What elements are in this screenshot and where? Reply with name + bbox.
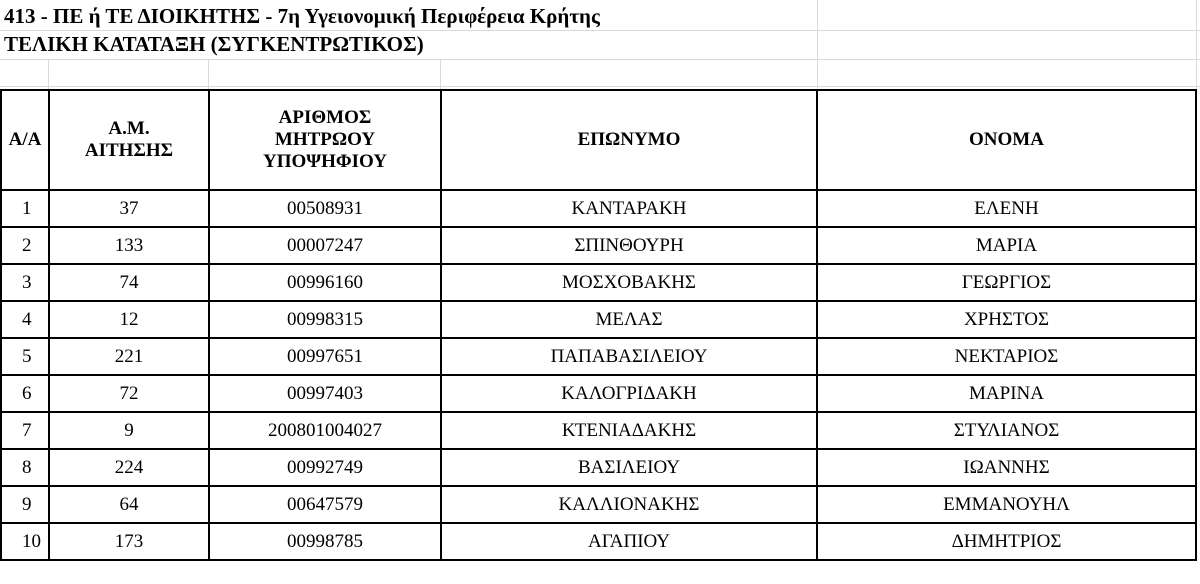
cell-am-aitisis: 72 [49, 375, 209, 412]
table-row [1, 412, 1196, 449]
table-row [1, 523, 1196, 560]
column-header-line: ΑΡΙΘΜΟΣ [278, 107, 372, 128]
sheet-gridline [817, 0, 818, 89]
cell-aa: 10 [1, 523, 49, 560]
cell-onoma: ΕΜΜΑΝΟΥΗΛ [817, 486, 1196, 523]
table-header-row [1, 90, 1196, 190]
table-row [1, 375, 1196, 412]
cell-am-aitisis: 173 [49, 523, 209, 560]
cell-am-aitisis: 133 [49, 227, 209, 264]
cell-arithmos-mitroou: 00996160 [209, 264, 441, 301]
cell-arithmos-mitroou: 00998315 [209, 301, 441, 338]
cell-aa: 2 [1, 227, 49, 264]
cell-am-aitisis: 9 [49, 412, 209, 449]
cell-arithmos-mitroou: 200801004027 [209, 412, 441, 449]
table-row [1, 338, 1196, 375]
cell-am-aitisis: 74 [49, 264, 209, 301]
cell-arithmos-mitroou: 00997403 [209, 375, 441, 412]
cell-onoma: ΝΕΚΤΑΡΙΟΣ [817, 338, 1196, 375]
table-row [1, 486, 1196, 523]
cell-arithmos-mitroou: 00647579 [209, 486, 441, 523]
table-row [1, 264, 1196, 301]
cell-onoma: ΙΩΑΝΝΗΣ [817, 449, 1196, 486]
column-header-am-aitisis [49, 90, 209, 190]
sheet-gridline [0, 86, 1200, 87]
cell-aa: 9 [1, 486, 49, 523]
table-row [1, 190, 1196, 227]
cell-aa: 5 [1, 338, 49, 375]
page-subtitle: ΤΕΛΙΚΗ ΚΑΤΑΤΑΞΗ (ΣΥΓΚΕΝΤΡΩΤΙΚΟΣ) [4, 32, 424, 56]
column-header-aa: Α/Α [1, 90, 49, 190]
sheet-gridline [440, 59, 441, 89]
cell-onoma: ΕΛΕΝΗ [817, 190, 1196, 227]
cell-am-aitisis: 221 [49, 338, 209, 375]
cell-arithmos-mitroou: 00007247 [209, 227, 441, 264]
cell-am-aitisis: 224 [49, 449, 209, 486]
table-row [1, 449, 1196, 486]
table-row [1, 301, 1196, 338]
cell-aa: 3 [1, 264, 49, 301]
table-row [1, 227, 1196, 264]
cell-aa: 6 [1, 375, 49, 412]
cell-eponymo: ΒΑΣΙΛΕΙΟΥ [441, 449, 817, 486]
cell-onoma: ΣΤΥΛΙΑΝΟΣ [817, 412, 1196, 449]
cell-eponymo: ΚΤΕΝΙΑΔΑΚΗΣ [441, 412, 817, 449]
cell-eponymo: ΜΟΣΧΟΒΑΚΗΣ [441, 264, 817, 301]
cell-aa: 4 [1, 301, 49, 338]
ranking-table [0, 89, 1197, 561]
cell-onoma: ΔΗΜΗΤΡΙΟΣ [817, 523, 1196, 560]
cell-onoma: ΜΑΡΙΝΑ [817, 375, 1196, 412]
column-header-line: ΜΗΤΡΩΟΥ [274, 129, 376, 150]
cell-aa: 1 [1, 190, 49, 227]
cell-am-aitisis: 37 [49, 190, 209, 227]
column-header-eponymo: ΕΠΩΝΥΜΟ [441, 90, 817, 190]
cell-eponymo: ΑΓΑΠΙΟΥ [441, 523, 817, 560]
column-header-arithmos-mitroou [209, 90, 441, 190]
cell-aa: 8 [1, 449, 49, 486]
cell-arithmos-mitroou: 00508931 [209, 190, 441, 227]
column-header-line: ΥΠΟΨΗΦΙΟΥ [262, 151, 388, 172]
cell-onoma: ΜΑΡΙΑ [817, 227, 1196, 264]
cell-eponymo: ΜΕΛΑΣ [441, 301, 817, 338]
cell-eponymo: ΚΑΛΛΙΟΝΑΚΗΣ [441, 486, 817, 523]
cell-aa: 7 [1, 412, 49, 449]
page-title: 413 - ΠΕ ή ΤΕ ΔΙΟΙΚΗΤΗΣ - 7η Υγειονομική Περιφέρεια Κρήτης [4, 4, 600, 28]
sheet-gridline [1196, 0, 1197, 89]
cell-eponymo: ΚΑΛΟΓΡΙΔΑΚΗ [441, 375, 817, 412]
cell-am-aitisis: 12 [49, 301, 209, 338]
cell-onoma: ΧΡΗΣΤΟΣ [817, 301, 1196, 338]
cell-eponymo: ΚΑΝΤΑΡΑΚΗ [441, 190, 817, 227]
cell-arithmos-mitroou: 00997651 [209, 338, 441, 375]
cell-am-aitisis: 64 [49, 486, 209, 523]
cell-onoma: ΓΕΩΡΓΙΟΣ [817, 264, 1196, 301]
sheet-gridline [208, 59, 209, 89]
column-header-line: Α.Μ. [108, 118, 150, 139]
cell-arithmos-mitroou: 00992749 [209, 449, 441, 486]
cell-eponymo: ΣΠΙΝΘΟΥΡΗ [441, 227, 817, 264]
cell-arithmos-mitroou: 00998785 [209, 523, 441, 560]
column-header-line: ΑΙΤΗΣΗΣ [84, 140, 174, 161]
sheet-gridline [48, 59, 49, 89]
cell-eponymo: ΠΑΠΑΒΑΣΙΛΕΙΟΥ [441, 338, 817, 375]
column-header-onoma: ΟΝΟΜΑ [817, 90, 1196, 190]
sheet-gridline [0, 59, 1200, 60]
